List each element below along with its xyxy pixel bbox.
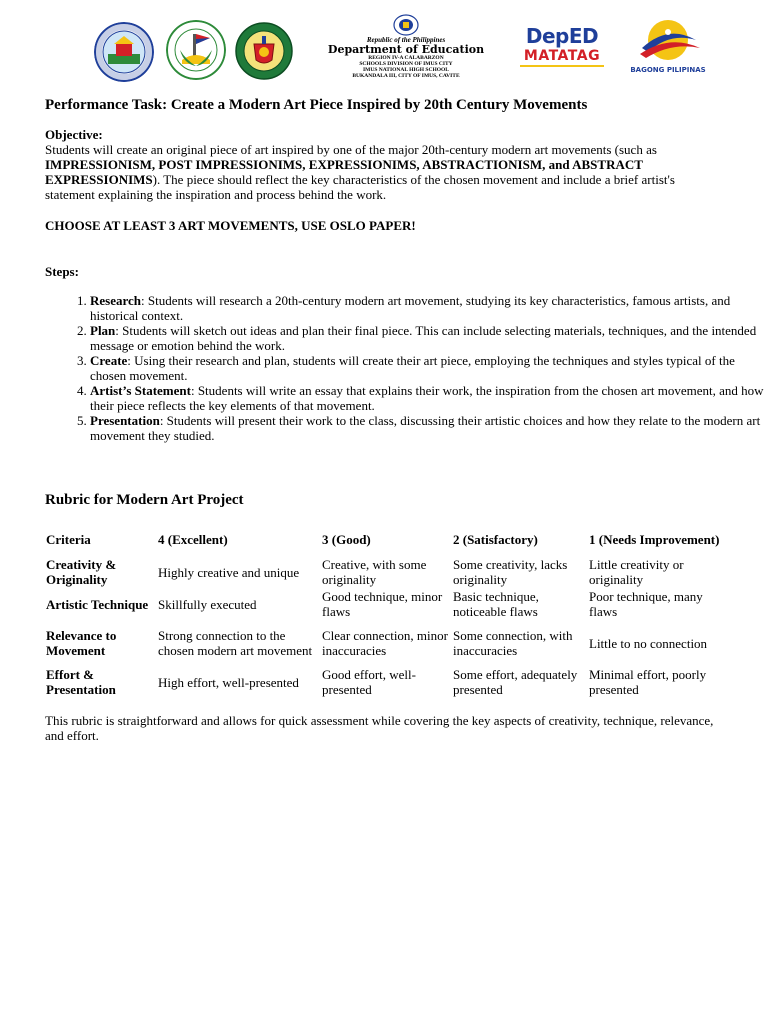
step-term: Presentation: [90, 413, 160, 428]
objective-movements: IMPRESSIONISM, POST IMPRESSIONIMS, EXPRESSIONIMS, ABSTRACTIONISM, and ABSTRACT EXPRESSIONIMS: [45, 157, 643, 187]
rubric-title: Rubric for Modern Art Project: [45, 492, 244, 508]
imus-nhs-seal: [235, 22, 293, 80]
step-text: : Students will write an essay that explains their work, the inspiration from the chosen art movement, and how their piece reflects the key elements of that movement.: [90, 383, 764, 413]
table-cell: Creative, with some originality: [322, 557, 427, 587]
address-line: BUKANDALA III, CITY OF IMUS, CAVITE: [352, 73, 460, 79]
deped-seal-icon: [393, 14, 419, 36]
table-header-cell: Criteria: [46, 532, 91, 547]
rubric-table: [44, 523, 727, 698]
region-line: REGION IV-A CALABARZON: [368, 55, 444, 61]
table-cell: Clear connection, minor inaccuracies: [322, 628, 448, 658]
step-text: : Students will research a 20th-century modern art movement, studying its key characteristics, famous artists, and historical context.: [90, 293, 731, 323]
criteria-cell: Creativity & Originality: [46, 557, 117, 587]
table-header-cell: 2 (Satisfactory): [453, 532, 538, 547]
republic-line: Republic of the Philippines: [366, 36, 446, 44]
objective-text-before: Students will create an original piece of art inspired by one of the major 20th-century modern art movements (such as: [45, 142, 657, 157]
table-cell: Basic technique, noticeable flaws: [453, 589, 539, 619]
table-cell: Some connection, with inaccuracies: [453, 628, 573, 658]
table-header-cell: 1 (Needs Improvement): [589, 532, 720, 547]
criteria-cell: Effort & Presentation: [46, 667, 116, 697]
closing-note: This rubric is straightforward and allows for quick assessment while covering the key aspects of creativity, technique, relevance, and effort.: [45, 713, 714, 743]
schools-division-seal: [166, 20, 226, 80]
imus-city-seal: [94, 22, 154, 82]
letterhead: [0, 10, 768, 79]
instruction-text: CHOOSE AT LEAST 3 ART MOVEMENTS, USE OSLO PAPER!: [45, 218, 416, 233]
objective-text-after: ). The piece should reflect the key characteristics of the chosen movement and include a brief artist's statement explaining the inspiration and process behind the work.: [45, 172, 675, 202]
table-cell: Highly creative and unique: [158, 564, 300, 580]
step-item: [90, 293, 768, 323]
steps-list: [45, 293, 768, 443]
step-term: Plan: [90, 323, 116, 338]
table-header-cell: 3 (Good): [322, 532, 371, 547]
table-cell: Minimal effort, poorly presented: [589, 667, 707, 697]
bagong-pilipinas-text: BAGONG PILIPINAS: [630, 66, 706, 74]
step-term: Research: [90, 293, 142, 308]
matatag-underline: [520, 65, 604, 67]
table-cell: Poor technique, many flaws: [589, 589, 703, 619]
table-cell: High effort, well-presented: [158, 674, 299, 690]
bagong-pilipinas-logo: [620, 18, 716, 76]
step-text: : Students will sketch out ideas and plan their final piece. This can include selecting materials, techniques, and the intended message or emotion behind the work.: [90, 323, 757, 353]
deped-logo-text: DepED: [525, 24, 599, 48]
table-cell: Strong connection to the chosen modern art movement: [158, 628, 313, 658]
objective-label: Objective:: [45, 127, 103, 142]
deped-matatag-logo: [514, 24, 610, 76]
table-header-row: [44, 523, 727, 556]
page-title: Performance Task: Create a Modern Art Piece Inspired by 20th Century Movements: [45, 97, 588, 113]
table-row: [44, 620, 727, 666]
criteria-cell: Relevance to Movement: [46, 628, 117, 658]
school-line: IMUS NATIONAL HIGH SCHOOL: [363, 67, 449, 73]
table-cell: Some effort, adequately presented: [453, 667, 578, 697]
step-item: [90, 413, 768, 443]
table-cell: Good technique, minor flaws: [322, 589, 443, 619]
table-cell: Skillfully executed: [158, 596, 257, 612]
step-item: [90, 383, 768, 413]
table-row: [44, 556, 727, 588]
steps-label: Steps:: [45, 264, 79, 279]
bagong-pilipinas-emblem-icon: [620, 18, 716, 62]
step-text: : Students will present their work to the class, discussing their artistic choices and how they relate to the modern art movement they studied.: [90, 413, 761, 443]
table-row: [44, 666, 727, 698]
step-text: : Using their research and plan, students will create their art piece, employing the techniques and styles typical of the chosen movement.: [90, 353, 735, 383]
criteria-cell: Artistic Technique: [46, 596, 149, 612]
step-item: [90, 323, 768, 353]
table-cell: Little to no connection: [589, 635, 708, 651]
table-cell: Some creativity, lacks originality: [453, 557, 568, 587]
objective-text: [45, 142, 727, 202]
deped-letterhead: [318, 14, 494, 79]
step-term: Create: [90, 353, 128, 368]
step-item: [90, 353, 768, 383]
table-header-cell: 4 (Excellent): [158, 532, 228, 547]
matatag-text: MATATAG: [523, 48, 601, 64]
division-line: SCHOOLS DIVISION OF IMUS CITY: [359, 61, 453, 67]
table-cell: Little creativity or originality: [589, 557, 684, 587]
department-line: Department of Education: [327, 43, 485, 56]
step-term: Artist’s Statement: [90, 383, 191, 398]
table-row: [44, 588, 727, 620]
table-cell: Good effort, well-presented: [322, 667, 416, 697]
